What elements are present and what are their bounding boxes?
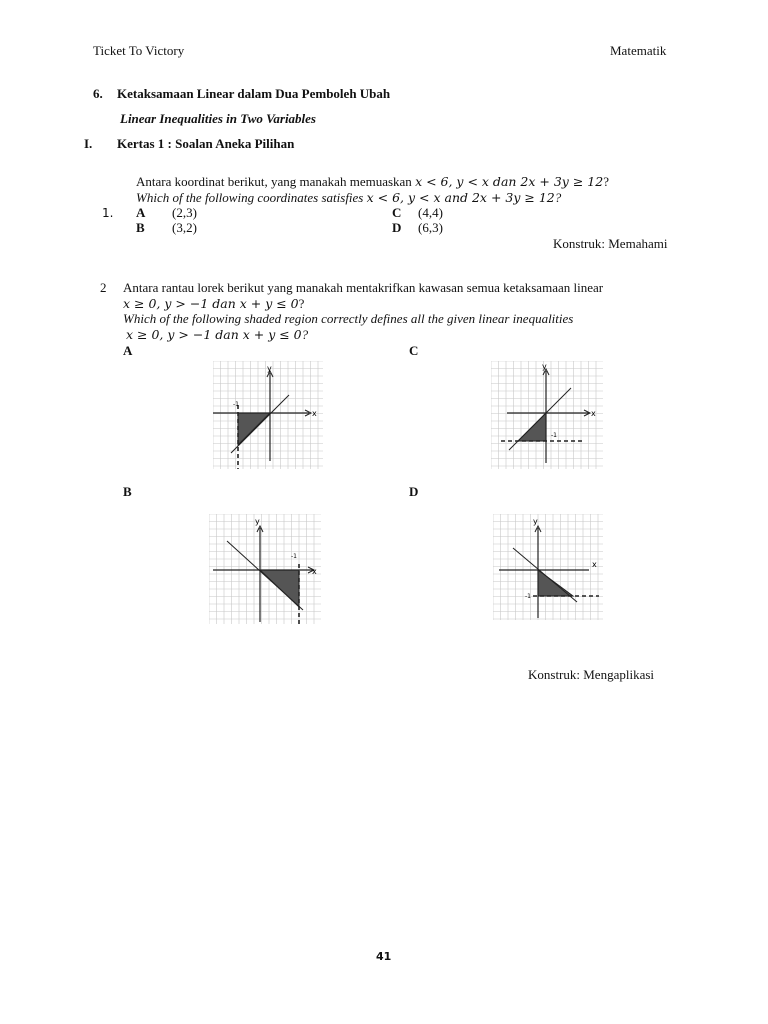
- q2-graph-b: [209, 514, 321, 624]
- q1-option-b-value: (3,2): [172, 220, 197, 235]
- q1-option-d-letter: D: [392, 220, 402, 235]
- q2-number: 2: [100, 280, 107, 295]
- q1-number: 1.: [102, 206, 114, 220]
- q2-option-d-letter: D: [409, 484, 419, 499]
- q2-stem-ms-math: x ≥ 0, y > −1 dan x + y ≤ 0: [123, 296, 299, 311]
- q2-graph-b-svg: [209, 514, 321, 624]
- graph-grid: [493, 514, 603, 620]
- x-axis-label: x: [591, 409, 596, 418]
- graph-grid: [209, 514, 321, 624]
- q1-option-c-letter: C: [392, 205, 402, 220]
- header-right: Matematik: [610, 43, 667, 58]
- x-axis-label: x: [592, 560, 597, 569]
- tick-label: -1: [551, 432, 557, 439]
- tick-label: -1: [233, 401, 239, 408]
- q2-graph-a: [213, 361, 323, 469]
- chapter-title-ms: Ketaksamaan Linear dalam Dua Pemboleh Ubah: [117, 86, 391, 101]
- q2-stem-ms-end: ?: [298, 296, 305, 311]
- q1-stem-en-math: x < 6, y < x and 2x + 3y ≥ 12: [366, 190, 555, 205]
- q1-stem-en-end: ?: [554, 190, 562, 205]
- q2-stem-en-line2: [126, 327, 308, 343]
- q1-stem-en: [136, 190, 561, 206]
- q1-construct: Konstruk: Memahami: [553, 236, 668, 251]
- q2-stem-ms-line2: [123, 296, 304, 312]
- q2-stem-en: Which of the following shaded region correctly defines all the given linear inequalities: [123, 311, 574, 326]
- q1-stem-ms-text: Antara koordinat berikut, yang manakah memuaskan: [136, 174, 416, 189]
- tick-label: -1: [525, 593, 531, 600]
- q2-graph-c-svg: [491, 361, 603, 469]
- x-axis-label: x: [312, 567, 317, 576]
- q2-option-a-letter: A: [123, 343, 133, 358]
- y-axis-label: y: [255, 517, 260, 526]
- q1-stem-ms: [136, 174, 609, 190]
- q2-stem-ms: Antara rantau lorek berikut yang manakah mentakrifkan kawasan semua ketaksamaan linear: [123, 280, 604, 295]
- q1-stem-ms-math: x < 6, y < x dan 2x + 3y ≥ 12: [415, 174, 604, 189]
- chapter-title-en: Linear Inequalities in Two Variables: [120, 111, 316, 126]
- chapter-number: 6.: [93, 86, 103, 101]
- q1-option-a-value: (2,3): [172, 205, 197, 220]
- q1-option-a-letter: A: [136, 205, 146, 220]
- q1-option-b-letter: B: [136, 220, 145, 235]
- y-axis-label: y: [267, 364, 272, 373]
- header-left: Ticket To Victory: [93, 43, 185, 58]
- q2-option-b-letter: B: [123, 484, 132, 499]
- q2-graph-d: [493, 514, 603, 620]
- q2-stem-en-end: ?: [301, 327, 309, 342]
- q2-option-c-letter: C: [409, 343, 419, 358]
- y-axis-label: y: [542, 362, 547, 371]
- section-title: Kertas 1 : Soalan Aneka Pilihan: [117, 136, 295, 151]
- q2-construct: Konstruk: Mengaplikasi: [528, 667, 655, 682]
- tick-label: -1: [291, 553, 297, 560]
- q2-graph-d-svg: [493, 514, 603, 620]
- q1-option-d-value: (6,3): [418, 220, 443, 235]
- q2-graph-c: [491, 361, 603, 469]
- q1-option-c-value: (4,4): [418, 205, 443, 220]
- x-axis-label: x: [312, 409, 317, 418]
- q1-stem-en-text: Which of the following coordinates satisfies: [136, 190, 367, 205]
- q2-stem-en-math: x ≥ 0, y > −1 dan x + y ≤ 0: [126, 327, 302, 342]
- y-axis-label: y: [533, 517, 538, 526]
- q1-stem-ms-end: ?: [603, 174, 609, 189]
- q2-graph-a-svg: [213, 361, 323, 469]
- section-roman: I.: [84, 136, 93, 151]
- page-number: 41: [376, 950, 392, 963]
